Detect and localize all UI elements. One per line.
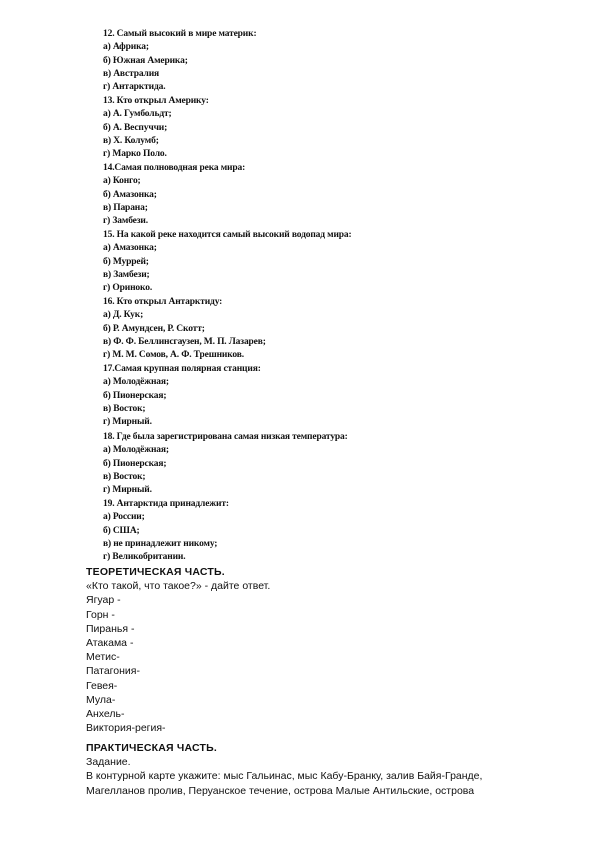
practice-section (86, 741, 556, 798)
question-title: 19. Антарктида принадлежит: (103, 499, 229, 509)
answer-option: а) Молодёжная; (103, 445, 169, 456)
question-title: 18. Где была зарегистрирована самая низкая температура: (103, 432, 348, 442)
answer-option: г) Ориноко. (103, 283, 153, 294)
answer-option: б) Муррей; (103, 256, 149, 267)
answer-option: в) Х. Колумб; (103, 135, 159, 146)
answer-option: г) Мирный. (103, 417, 152, 428)
answer-option: г) Великобритании. (103, 552, 186, 563)
answer-option: а) Африка; (103, 42, 149, 53)
question-title: 14.Самая полноводная река мира: (103, 163, 246, 173)
term-item: Атакама - (86, 637, 134, 650)
answer-option: в) Восток; (103, 471, 146, 482)
question-title: 17.Самая крупная полярная станция: (103, 364, 261, 374)
term-item: Гевея- (86, 679, 118, 692)
term-item: Мула- (86, 693, 116, 706)
answer-option: а) А. Гумбольдт; (103, 109, 172, 120)
question-title: 13. Кто открыл Америку: (103, 96, 209, 106)
term-item: Горн - (86, 608, 115, 621)
answer-option: б) Амазонка; (103, 189, 157, 200)
answer-option: а) Д. Кук; (103, 310, 144, 321)
theory-section (86, 565, 556, 735)
answer-option: в) Замбези; (103, 269, 150, 280)
answer-option: а) России; (103, 512, 145, 523)
question-block-12 (103, 28, 403, 94)
answer-option: а) Молодёжная; (103, 377, 169, 388)
question-title: 16. Кто открыл Антарктиду: (103, 297, 223, 307)
section-intro: «Кто такой, что такое?» - дайте ответ. (86, 580, 271, 593)
question-title: 12. Самый высокий в мире материк: (103, 29, 257, 39)
answer-option: в) Ф. Ф. Беллинсгаузен, М. П. Лазарев; (103, 336, 266, 347)
answer-option: б) Р. Амундсен, Р. Скотт; (103, 323, 205, 334)
question-block-14 (103, 162, 403, 228)
question-block-19 (103, 498, 403, 564)
answer-option: б) А. Веспуччи; (103, 122, 168, 133)
question-block-15 (103, 229, 403, 295)
answer-option: в) Восток; (103, 403, 146, 414)
task-text: В контурной карте укажите: мыс Гальинас, мыс Кабу-Бранку, залив Байя-Гранде, Магелланов пролив, Перуанское течение, острова Малые Антильские, острова (86, 770, 483, 797)
answer-option: б) Пионерская; (103, 390, 167, 401)
question-title: 15. На какой реке находится самый высокий водопад мира: (103, 230, 352, 240)
answer-option: в) Парана; (103, 202, 148, 213)
answer-option: б) США; (103, 525, 140, 536)
answer-option: б) Южная Америка; (103, 55, 188, 66)
question-block-18 (103, 431, 403, 497)
section-heading: ТЕОРЕТИЧЕСКАЯ ЧАСТЬ. (86, 566, 225, 578)
term-item: Виктория-регия- (86, 722, 166, 735)
answer-option: а) Конго; (103, 176, 141, 187)
answer-option: а) Амазонка; (103, 243, 157, 254)
term-item: Анхель- (86, 708, 125, 721)
answer-option: г) Замбези. (103, 216, 148, 227)
answer-option: г) Антарктида. (103, 82, 166, 93)
task-label: Задание. (86, 756, 131, 769)
term-item: Метис- (86, 651, 120, 664)
answer-option: в) Австралия (103, 68, 160, 79)
answer-option: г) Марко Поло. (103, 149, 167, 160)
answer-option: б) Пионерская; (103, 458, 167, 469)
question-block-17 (103, 363, 403, 429)
question-block-13 (103, 95, 403, 161)
term-item: Ягуар - (86, 594, 121, 607)
question-block-16 (103, 296, 403, 362)
answer-option: г) М. М. Сомов, А. Ф. Трешников. (103, 350, 244, 361)
answer-option: в) не принадлежит никому; (103, 538, 218, 549)
term-item: Патагония- (86, 665, 140, 678)
answer-option: г) Мирный. (103, 485, 152, 496)
term-item: Пиранья - (86, 622, 135, 635)
section-heading: ПРАКТИЧЕСКАЯ ЧАСТЬ. (86, 742, 217, 754)
